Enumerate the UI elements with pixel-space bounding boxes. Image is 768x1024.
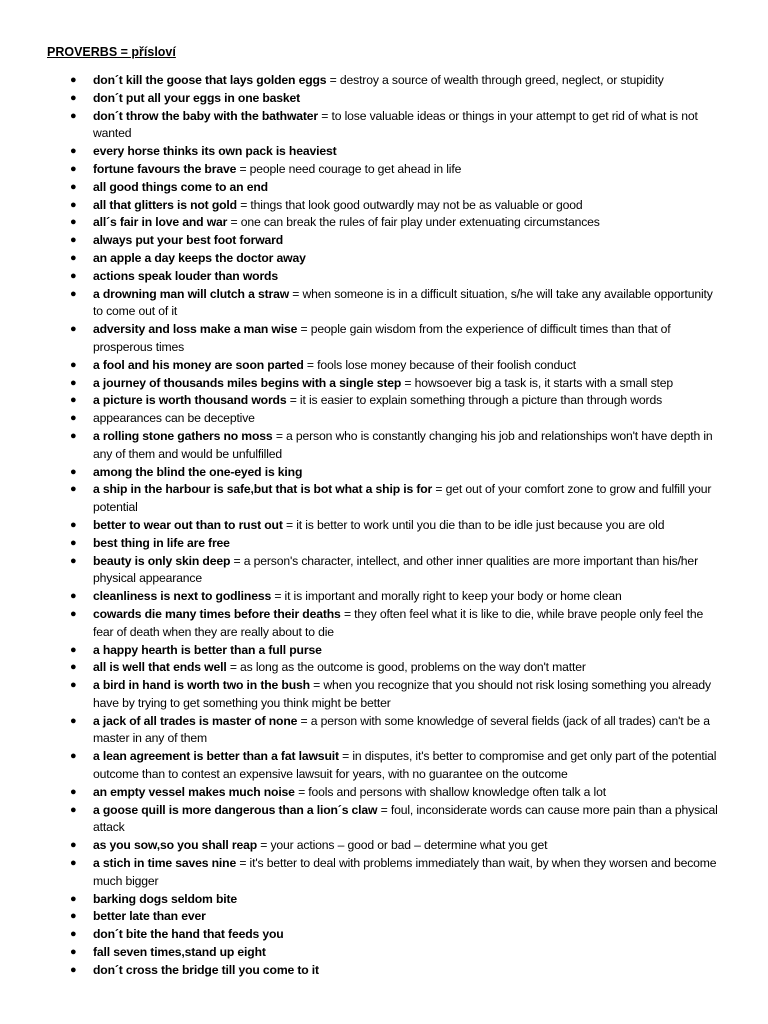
proverb-term: all that glitters is not gold [93, 197, 237, 212]
bullet-icon: ● [70, 394, 77, 407]
proverb-term: a ship in the harbour is safe,but that is bot what a ship is for [93, 482, 433, 497]
bullet-icon: ● [70, 234, 77, 247]
proverb-term: a journey of thousands miles begins with a single step [93, 375, 402, 390]
proverb-term: a drowning man will clutch a straw [93, 286, 290, 301]
bullet-icon: ● [70, 554, 77, 567]
proverb-term: a bird in hand is worth two in the bush [93, 678, 310, 693]
list-item [0, 553, 768, 589]
proverb-meaning: = in disputes, it's better to compromise and get only part of the potential outcome than to contest an expensive lawsuit for years, with no guarantee on the outcome [93, 749, 717, 782]
proverb-term: fortune favours the brave [93, 161, 237, 176]
list-item [0, 250, 768, 268]
list-item [0, 855, 768, 891]
bullet-icon: ● [70, 892, 77, 905]
bullet-icon: ● [70, 109, 77, 122]
proverb-term: beauty is only skin deep [93, 553, 231, 568]
proverb-term: barking dogs seldom bite [93, 891, 238, 906]
bullet-icon: ● [70, 803, 77, 816]
list-item [0, 677, 768, 713]
proverb-meaning: = get out of your comfort zone to grow and fulfill your potential [93, 482, 712, 515]
bullet-icon: ● [70, 607, 77, 620]
list-item [0, 802, 768, 838]
proverb-term: all´s fair in love and war [93, 215, 228, 230]
list-item [0, 375, 768, 393]
proverb-term: a fool and his money are soon parted [93, 357, 304, 372]
proverb-term: adversity and loss make a man wise [93, 322, 298, 337]
bullet-icon: ● [70, 180, 77, 193]
list-item [0, 517, 768, 535]
list-item [0, 748, 768, 784]
list-item [0, 891, 768, 909]
proverb-meaning: = it is important and morally right to keep your body or home clean [274, 589, 622, 604]
bullet-icon: ● [70, 74, 77, 86]
bullet-icon: ● [70, 412, 77, 425]
bullet-icon: ● [70, 910, 77, 923]
proverb-term: all good things come to an end [93, 179, 268, 194]
list-item [0, 837, 768, 855]
list-item [0, 464, 768, 482]
proverb-term: cleanliness is next to godliness [93, 589, 272, 604]
bullet-icon: ● [70, 839, 77, 852]
bullet-icon: ● [70, 323, 77, 336]
bullet-icon: ● [70, 785, 77, 798]
list-item [0, 944, 768, 962]
proverb-term: don´t put all your eggs in one basket [93, 90, 301, 105]
proverb-meaning: = to lose valuable ideas or things in your attempt to get rid of what is not wanted [93, 108, 698, 141]
proverb-term: every horse thinks its own pack is heaviest [93, 144, 337, 159]
proverb-term: a goose quill is more dangerous than a lion´s claw [93, 802, 378, 817]
page-title: PROVERBS = přísloví [47, 45, 176, 59]
list-item [0, 197, 768, 215]
proverb-term: don´t kill the goose that lays golden eggs [93, 73, 327, 87]
proverb-meaning: = they often feel what it is like to die, while brave people only feel the fear of death when they are really about to die [93, 606, 704, 639]
proverb-term: don´t cross the bridge till you come to it [93, 962, 319, 977]
proverb-term: all is well that ends well [93, 660, 227, 675]
proverb-term: an empty vessel makes much noise [93, 784, 295, 799]
proverb-meaning: appearances can be deceptive [93, 411, 255, 426]
bullet-icon: ● [70, 928, 77, 941]
list-item [0, 908, 768, 926]
list-item [0, 321, 768, 357]
bullet-icon: ● [70, 714, 77, 727]
bullet-icon: ● [70, 750, 77, 763]
list-item [0, 926, 768, 944]
proverb-term: don´t throw the baby with the bathwater [93, 108, 319, 123]
proverb-meaning: = a person with some knowledge of several fields (jack of all trades) can't be a master in any of them [93, 713, 710, 746]
list-item [0, 90, 768, 108]
bullet-icon: ● [70, 661, 77, 674]
list-item [0, 286, 768, 322]
bullet-icon: ● [70, 518, 77, 531]
list-item [0, 428, 768, 464]
bullet-icon: ● [70, 216, 77, 229]
bullet-icon: ● [70, 679, 77, 692]
list-item [0, 161, 768, 179]
bullet-icon: ● [70, 251, 77, 264]
bullet-icon: ● [70, 536, 77, 549]
bullet-icon: ● [70, 358, 77, 371]
bullet-icon: ● [70, 287, 77, 300]
list-item [0, 108, 768, 144]
proverb-term: among the blind the one-eyed is king [93, 464, 303, 479]
list-item [0, 713, 768, 749]
proverb-term: don´t bite the hand that feeds you [93, 927, 284, 942]
proverb-term: best thing in life are free [93, 535, 230, 550]
proverb-meaning: = a person's character, intellect, and other inner qualities are more important than his/her physical appearance [93, 553, 698, 586]
list-item [0, 268, 768, 286]
list-item [0, 606, 768, 642]
list-item [0, 535, 768, 553]
proverb-meaning: = people need courage to get ahead in life [239, 161, 462, 176]
list-item [0, 962, 768, 980]
proverb-term: an apple a day keeps the doctor away [93, 250, 306, 265]
proverb-term: fall seven times,stand up eight [93, 945, 266, 960]
list-item [0, 232, 768, 250]
proverb-meaning: = when someone is in a difficult situation, s/he will take any available opportunity to come out of it [93, 286, 713, 319]
list-item [0, 72, 768, 90]
proverb-meaning: = one can break the rules of fair play under extenuating circumstances [230, 215, 600, 230]
bullet-icon: ● [70, 162, 77, 175]
bullet-icon: ● [70, 91, 77, 104]
proverb-meaning: = as long as the outcome is good, problems on the way don't matter [229, 660, 586, 675]
list-item [0, 588, 768, 606]
list-item [0, 357, 768, 375]
list-item [0, 410, 768, 428]
proverb-term: a rolling stone gathers no moss [93, 428, 273, 443]
proverb-term: as you sow,so you shall reap [93, 838, 257, 853]
proverb-meaning: = it's better to deal with problems immediately than wait, by when they worsen and become much bigger [93, 856, 717, 888]
bullet-icon: ● [70, 465, 77, 478]
list-item [0, 659, 768, 677]
proverb-term: a stich in time saves nine [93, 856, 237, 871]
list-item [0, 179, 768, 197]
bullet-icon: ● [70, 269, 77, 282]
proverb-list [0, 72, 768, 980]
proverb-meaning: = howsoever big a task is, it starts with a small step [404, 375, 674, 390]
list-item [0, 214, 768, 232]
list-item [0, 642, 768, 660]
bullet-icon: ● [70, 198, 77, 211]
list-item [0, 143, 768, 161]
bullet-icon: ● [70, 643, 77, 656]
proverb-term: a picture is worth thousand words [93, 393, 287, 408]
bullet-icon: ● [70, 483, 77, 496]
proverb-term: a happy hearth is better than a full purse [93, 642, 322, 657]
bullet-icon: ● [70, 590, 77, 603]
bullet-icon: ● [70, 857, 77, 870]
proverb-meaning: = destroy a source of wealth through greed, neglect, or stupidity [329, 73, 664, 87]
proverb-term: cowards die many times before their deaths [93, 606, 341, 621]
list-item [0, 784, 768, 802]
proverb-meaning: = foul, inconsiderate words can cause more pain than a physical attack [93, 802, 718, 835]
list-item [0, 392, 768, 410]
proverb-meaning: = a person who is constantly changing his job and relationships won't have depth in any of them and would be unfulfilled [93, 428, 713, 461]
proverb-term: always put your best foot forward [93, 233, 284, 248]
bullet-icon: ● [70, 429, 77, 442]
proverb-term: better late than ever [93, 909, 206, 924]
proverb-term: better to wear out than to rust out [93, 517, 283, 532]
proverb-term: a lean agreement is better than a fat lawsuit [93, 749, 339, 764]
proverb-meaning: = people gain wisdom from the experience of difficult times than that of prosperous times [93, 322, 671, 354]
bullet-icon: ● [70, 946, 77, 959]
bullet-icon: ● [70, 376, 77, 389]
proverb-meaning: = fools lose money because of their foolish conduct [306, 357, 576, 372]
proverb-meaning: = things that look good outwardly may not be as valuable or good [240, 197, 583, 212]
proverb-meaning: = it is better to work until you die than to be idle just because you are old [286, 517, 665, 532]
proverb-term: actions speak louder than words [93, 268, 278, 283]
bullet-icon: ● [70, 963, 77, 976]
bullet-icon: ● [70, 145, 77, 158]
proverb-meaning: = it is easier to explain something through a picture than through words [289, 393, 663, 408]
proverb-term: a jack of all trades is master of none [93, 713, 298, 728]
proverb-meaning: = your actions – good or bad – determine what you get [260, 838, 548, 853]
proverb-meaning: = when you recognize that you should not risk losing something you already have by trying to get something you think might be better [93, 678, 711, 710]
proverb-meaning: = fools and persons with shallow knowledge often talk a lot [298, 784, 606, 799]
list-item [0, 481, 768, 517]
